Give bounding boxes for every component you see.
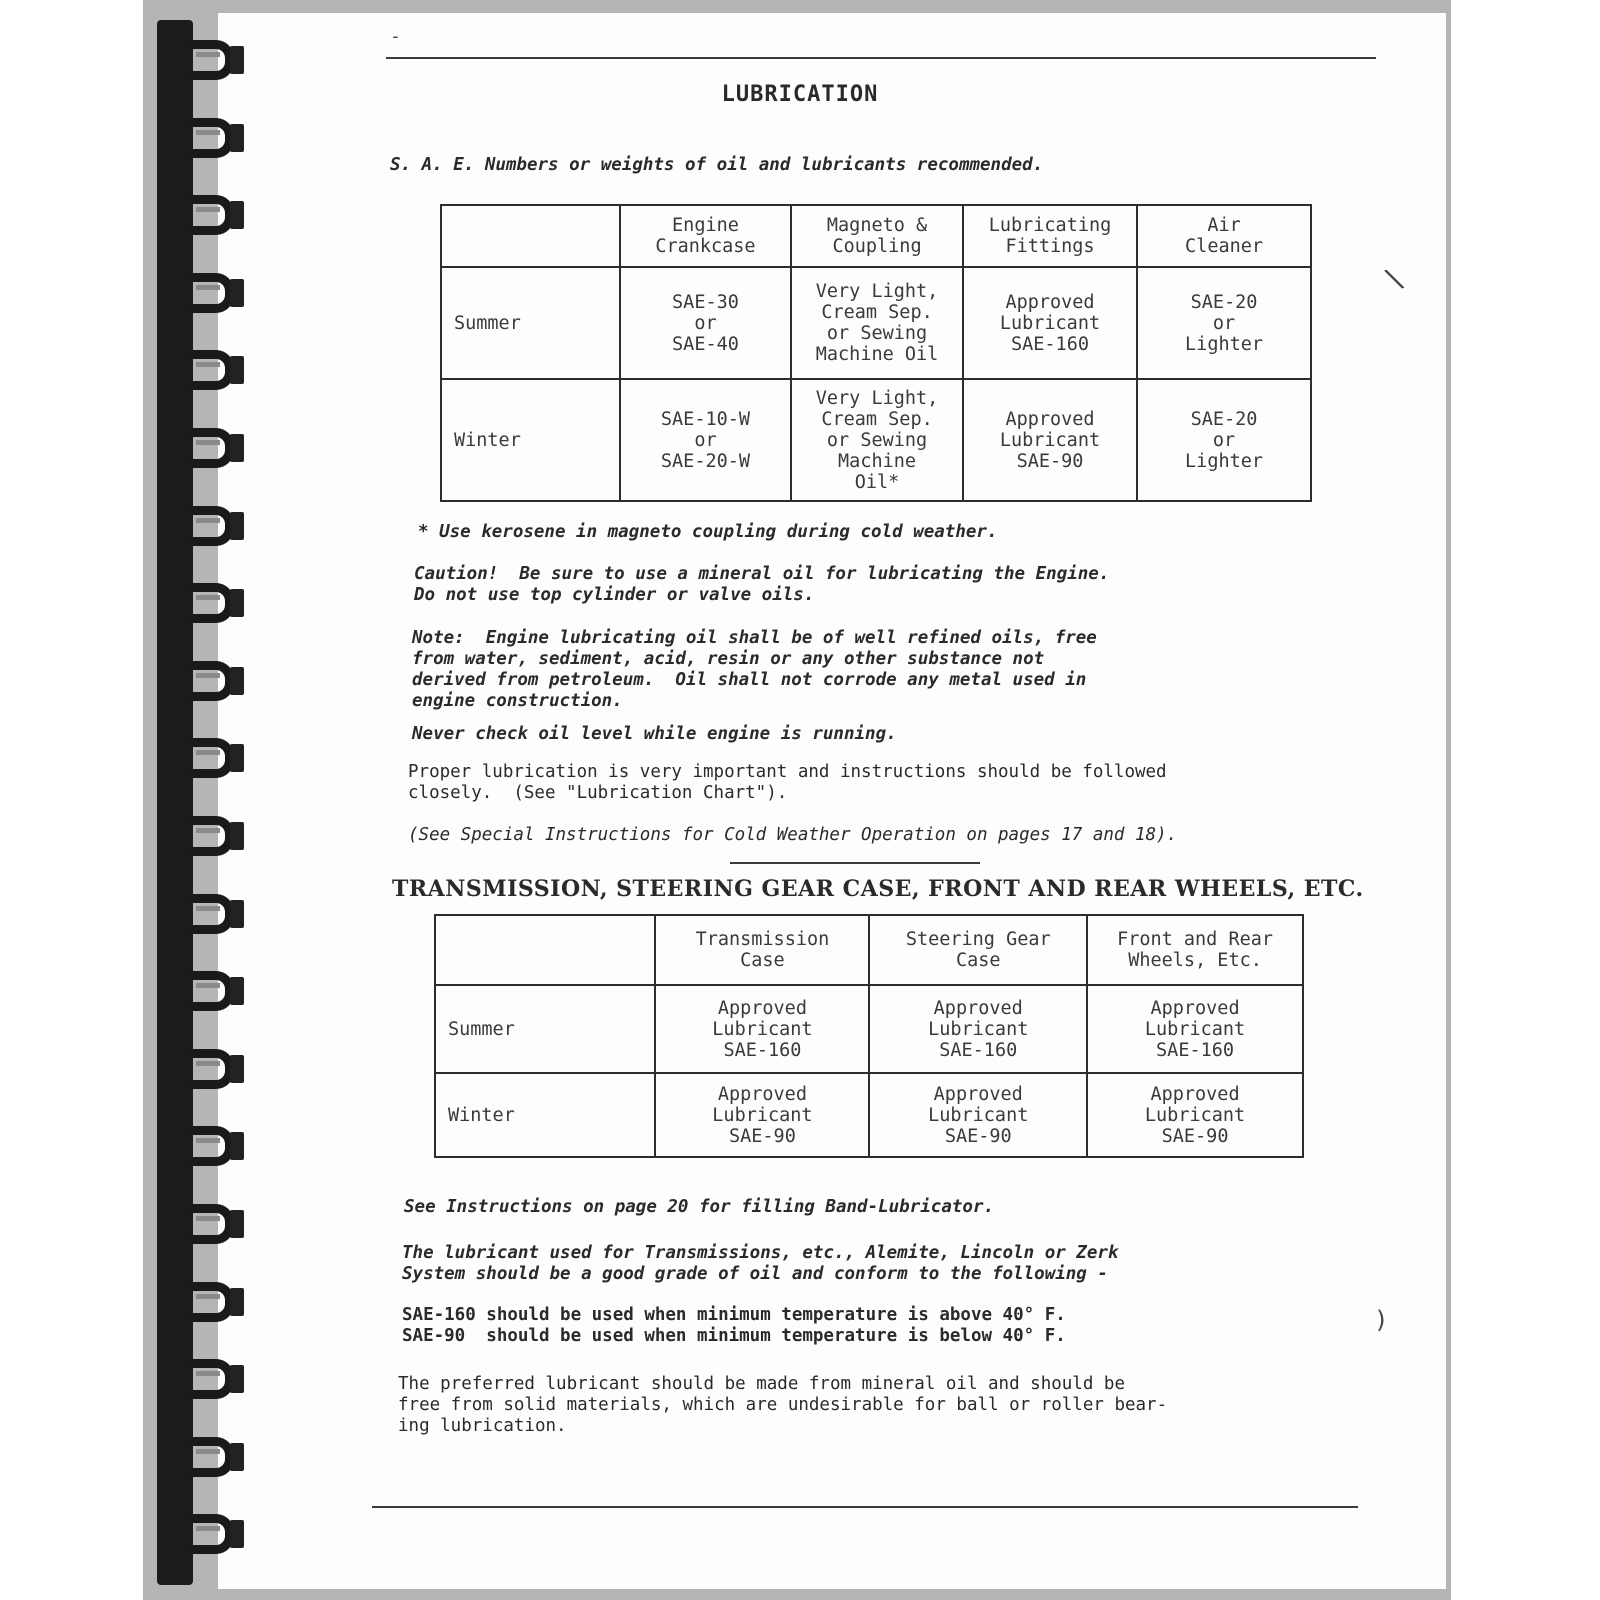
table-cell: SAE-10-W or SAE-20-W: [620, 379, 791, 501]
top-dash-mark: -: [390, 26, 401, 47]
table-header-row: [435, 915, 1303, 985]
table-cell: SAE-30 or SAE-40: [620, 267, 791, 379]
binding-coil: [186, 1437, 256, 1477]
table-cell: Approved Lubricant SAE-90: [963, 379, 1137, 501]
margin-mark: ): [1374, 1306, 1389, 1334]
section-title: TRANSMISSION, STEERING GEAR CASE, FRONT AND REAR WHEELS, ETC.: [392, 876, 1364, 902]
binding-coil: [186, 1282, 256, 1322]
never-check-text: Never check oil level while engine is running.: [412, 724, 897, 744]
table-cell: Approved Lubricant SAE-160: [869, 985, 1087, 1073]
binding-coil: [186, 118, 256, 158]
table-row: [435, 1073, 1303, 1157]
bottom-rule: [372, 1506, 1358, 1508]
binding-coil: [186, 894, 256, 934]
binding-coil: [186, 816, 256, 856]
table-cell: Approved Lubricant SAE-90: [869, 1073, 1087, 1157]
transmission-table: [434, 914, 1304, 1158]
table-row: [435, 985, 1303, 1073]
binding-coil: [186, 1049, 256, 1089]
table-row: [441, 267, 1311, 379]
table-cell: Approved Lubricant SAE-160: [655, 985, 869, 1073]
intro-text: S. A. E. Numbers or weights of oil and lubricants recommended.: [390, 155, 1044, 175]
table-cell: Approved Lubricant SAE-160: [963, 267, 1137, 379]
binding-coil: [186, 1514, 256, 1554]
binding-coil: [186, 350, 256, 390]
binding-coil: [186, 506, 256, 546]
table-header-cell: Steering Gear Case: [869, 915, 1087, 985]
table-cell: Very Light, Cream Sep. or Sewing Machine Oil: [791, 267, 963, 379]
season-label: Winter: [435, 1073, 655, 1157]
table-cell: SAE-20 or Lighter: [1137, 267, 1311, 379]
band-lubricator-text: See Instructions on page 20 for filling Band-Lubricator.: [404, 1197, 995, 1217]
binding-spine: [157, 20, 193, 1585]
table-header-cell: Engine Crankcase: [620, 205, 791, 267]
caution-text: Caution! Be sure to use a mineral oil for lubricating the Engine. Do not use top cylinder or valve oils.: [414, 564, 1110, 605]
sae-temperature-text: SAE-160 should be used when minimum temperature is above 40° F. SAE-90 should be used when minimum temperature is below 40° F.: [402, 1305, 1066, 1346]
table-cell: Approved Lubricant SAE-90: [1087, 1073, 1303, 1157]
binding-coil: [186, 661, 256, 701]
table-header-cell: [435, 915, 655, 985]
lubrication-table: [440, 204, 1312, 502]
table-cell: SAE-20 or Lighter: [1137, 379, 1311, 501]
table-cell: Approved Lubricant SAE-160: [1087, 985, 1303, 1073]
table-header-cell: [441, 205, 620, 267]
table-header-row: [441, 205, 1311, 267]
top-rule: [386, 57, 1376, 59]
binding-coil: [186, 195, 256, 235]
binding-coil: [186, 428, 256, 468]
binding-coil: [186, 971, 256, 1011]
section-divider: [730, 862, 980, 864]
table-header-cell: Magneto & Coupling: [791, 205, 963, 267]
table-header-cell: Air Cleaner: [1137, 205, 1311, 267]
table-cell: Very Light, Cream Sep. or Sewing Machine Oil*: [791, 379, 963, 501]
footnote-text: * Use kerosene in magneto coupling during cold weather.: [418, 522, 998, 542]
note-text: Note: Engine lubricating oil shall be of well refined oils, free from water, sediment, acid, resin or any other substance not derived from petroleum. Oil shall not corrode any metal used in engine construction.: [412, 628, 1097, 711]
preferred-lubricant-text: The preferred lubricant should be made from mineral oil and should be free from solid materials, which are undesirable for ball or roller bear- ing lubrication.: [398, 1374, 1168, 1436]
binding-coil: [186, 273, 256, 313]
margin-stroke: \: [1380, 260, 1408, 297]
binding-coil: [186, 738, 256, 778]
binding-coil: [186, 1126, 256, 1166]
season-label: Summer: [441, 267, 620, 379]
binding-coil: [186, 583, 256, 623]
lubricant-used-text: The lubricant used for Transmissions, etc., Alemite, Lincoln or Zerk System should be a good grade of oil and conform to the following -: [402, 1243, 1119, 1284]
table-header-cell: Lubricating Fittings: [963, 205, 1137, 267]
table-header-cell: Transmission Case: [655, 915, 869, 985]
page-title: LUBRICATION: [721, 82, 879, 107]
table-header-cell: Front and Rear Wheels, Etc.: [1087, 915, 1303, 985]
season-label: Summer: [435, 985, 655, 1073]
proper-lubrication-text: Proper lubrication is very important and instructions should be followed closely. (See "Lubrication Chart").: [408, 762, 1167, 803]
table-row: [441, 379, 1311, 501]
binding-coil: [186, 1359, 256, 1399]
special-instructions-text: (See Special Instructions for Cold Weather Operation on pages 17 and 18).: [408, 825, 1178, 845]
table-cell: Approved Lubricant SAE-90: [655, 1073, 869, 1157]
binding-coil: [186, 1204, 256, 1244]
binding-coil: [186, 40, 256, 80]
season-label: Winter: [441, 379, 620, 501]
